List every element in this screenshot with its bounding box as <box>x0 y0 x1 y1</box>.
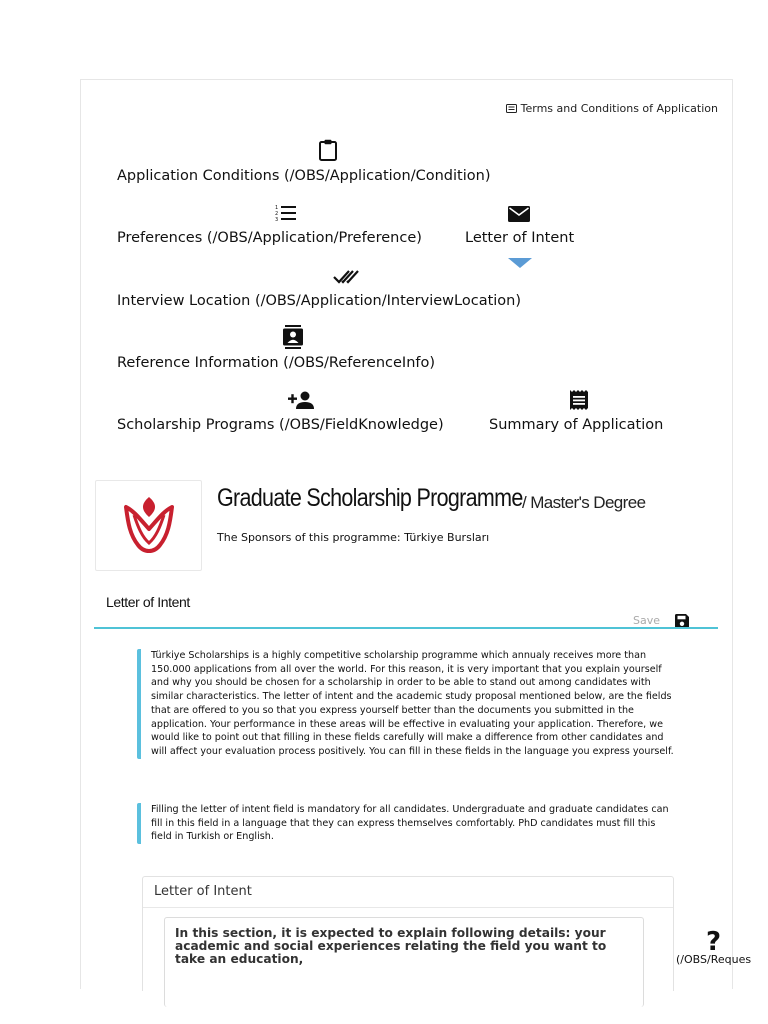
programme-subtitle: / Master's Degree <box>522 493 646 512</box>
programme-logo <box>95 480 202 571</box>
help-request-label: (/OBS/Reques <box>676 953 752 966</box>
add-person-icon <box>288 391 314 409</box>
panel-title: Letter of Intent <box>143 877 673 908</box>
step-summary-of-application[interactable]: Summary of Application <box>489 417 664 433</box>
section-divider <box>94 627 718 629</box>
info-note-competitive <box>137 649 677 759</box>
envelope-icon <box>508 206 530 222</box>
step-preferences[interactable]: Preferences (/OBS/Application/Preference) <box>117 230 422 246</box>
programme-sponsors: The Sponsors of this programme: Türkiye Bursları <box>217 531 490 544</box>
numbered-list-icon <box>275 204 297 222</box>
step-interview-location[interactable]: Interview Location (/OBS/Application/InterviewLocation) <box>117 293 522 309</box>
svg-text:3: 3 <box>275 217 279 222</box>
terms-link[interactable] <box>506 102 718 115</box>
step-letter-of-intent[interactable]: Letter of Intent <box>465 230 575 246</box>
step-reference-information[interactable]: Reference Information (/OBS/ReferenceInfo) <box>117 355 436 371</box>
svg-text:1: 1 <box>275 205 279 211</box>
double-check-icon <box>333 268 359 284</box>
clipboard-icon <box>318 139 338 161</box>
help-request-link[interactable] <box>676 929 751 966</box>
section-title: Letter of Intent <box>106 594 190 610</box>
letter-of-intent-panel <box>142 876 674 991</box>
info-note-text: Filling the letter of intent field is mandatory for all candidates. Undergraduate and graduate candidates can fill in this field in a language that they can express themselves comfortably. PhD candidates must fill this field in Turkish or English. <box>151 804 669 843</box>
terms-label: Terms and Conditions of Application <box>520 102 718 115</box>
contact-book-icon <box>283 325 303 349</box>
save-button[interactable]: Save <box>633 614 661 627</box>
tulip-logo-icon <box>118 493 180 559</box>
message-icon <box>506 104 517 113</box>
application-card <box>80 79 752 989</box>
step-application-conditions[interactable]: Application Conditions (/OBS/Application/Condition) <box>117 168 491 184</box>
question-mark-icon: ? <box>705 927 722 957</box>
step-scholarship-programs[interactable]: Scholarship Programs (/OBS/FieldKnowledge) <box>117 417 444 433</box>
letter-of-intent-textarea[interactable]: In this section, it is expected to explain following details: your academic and social experiences relating the field you want to take an education, <box>164 917 644 1007</box>
svg-text:2: 2 <box>275 211 279 217</box>
info-note-text: Türkiye Scholarships is a highly competitive scholarship programme which annualy receives more than 150.000 applications from all over the world. For this reason, it is very important that you explain yourself and why you should be chosen for a scholarship in order to be able to stand out among candidates with similar characteristics. The letter of intent and the academic study proposal mentioned below, are the fields that are offered to you so that you express yourself better than the documents you submitted in the application. Your performance in these areas will be effective in evaluating your application. Therefore, we would like to point out that filling in these fields carefully will make a difference from other candidates and will affect your evaluation process positively. You can fill in these fields in the language you express yourself. <box>151 650 674 757</box>
programme-title-text: Graduate Scholarship Programme <box>217 484 523 512</box>
active-step-indicator <box>508 258 532 268</box>
receipt-icon <box>569 390 589 410</box>
info-note-mandatory <box>137 803 677 844</box>
programme-title <box>217 484 572 513</box>
floppy-disk-icon[interactable] <box>675 614 689 628</box>
